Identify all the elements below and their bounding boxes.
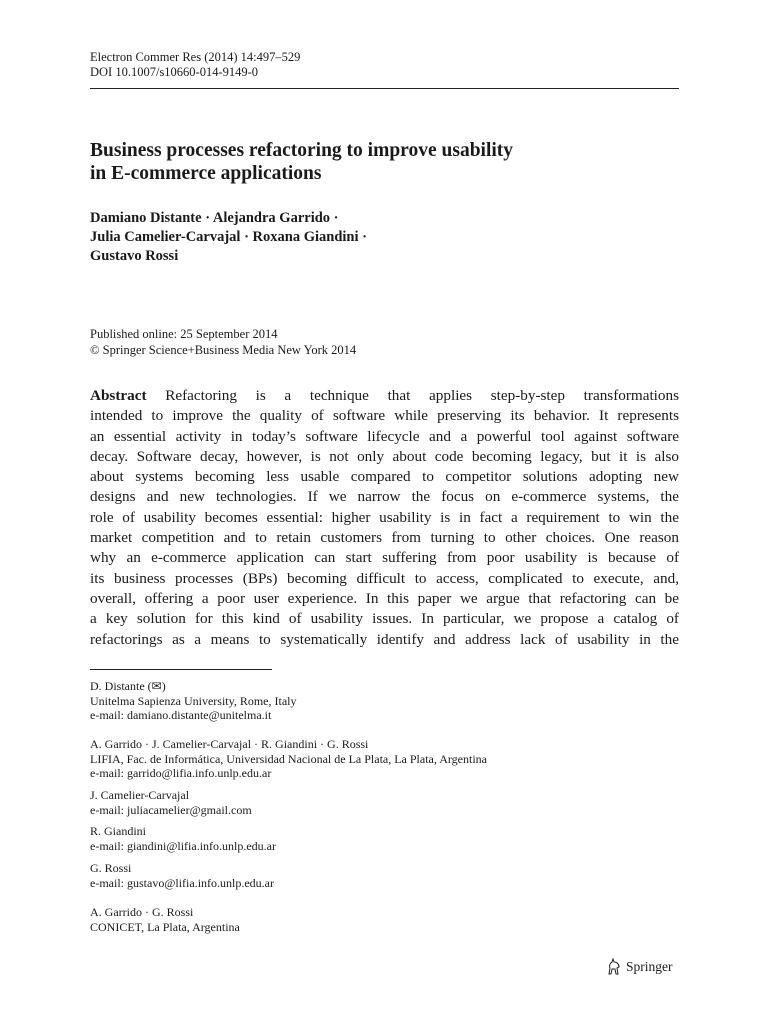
affiliation-org: LIFIA, Fac. de Informática, Universidad Nacional de La Plata, La Plata, Argentina (90, 751, 487, 766)
affiliation-email: e-mail: juliacamelier@gmail.com (90, 802, 252, 817)
doi: DOI 10.1007/s10660-014-9149-0 (90, 65, 259, 79)
abstract-line: intended to improve the quality of software while preserving its behavior. It represents (90, 407, 679, 425)
abstract-line: refactorings as a means to systematically identify and address lack of usability in the (90, 630, 679, 648)
affiliation-names: A. Garrido · G. Rossi (90, 905, 194, 919)
paper-title (90, 139, 679, 185)
author-list (90, 209, 679, 266)
affiliation-rossi (90, 861, 679, 890)
affiliation-email: e-mail: damiano.distante@unitelma.it (90, 708, 272, 722)
affiliation-name: J. Camelier-Carvajal (90, 788, 190, 802)
title-line-1: Business processes refactoring to improve usability (90, 140, 514, 161)
abstract-heading: Abstract (90, 387, 147, 404)
affiliation-email: e-mail: giandini@lifia.info.unlp.edu.ar (90, 838, 276, 853)
abstract-line: designs and new technologies. If we narrow the focus on e-commerce systems, the (90, 488, 679, 506)
abstract-line: overall, offering a poor user experience. In this paper we argue that refactoring can be (90, 589, 679, 607)
abstract-line: decay. Software decay, however, is not only about code becoming legacy, but it is also (90, 447, 679, 465)
publisher-logo (606, 957, 673, 977)
authors-line-3: Gustavo Rossi (90, 248, 179, 264)
affiliation-conicet (90, 905, 679, 934)
title-line-2: in E-commerce applications (90, 163, 322, 184)
affiliation-camelier (90, 788, 679, 817)
affiliation-distante (90, 679, 679, 723)
abstract-line: why an e-commerce application can start suffering from poor usability is because of (90, 549, 679, 567)
footnote-divider (90, 669, 272, 670)
abstract-line: its business processes (BPs) becoming difficult to access, complicated to execute, and, (90, 569, 679, 587)
affiliation-name: D. Distante (✉) (90, 679, 166, 693)
abstract-line: an essential activity in today’s software lifecycle and a powerful tool against software (90, 427, 679, 445)
abstract-line: about systems becoming less usable compared to competitor solutions adopting new (90, 468, 679, 486)
affiliation-lifia (90, 737, 679, 781)
authors-line-2: Julia Camelier-Carvajal · Roxana Giandini · (90, 229, 367, 245)
affiliation-org: CONICET, La Plata, Argentina (90, 919, 240, 934)
copyright: © Springer Science+Business Media New York 2014 (90, 343, 357, 357)
abstract-line: role of usability becomes essential: higher usability is in fact a requirement to win the (90, 508, 679, 526)
affiliation-names: A. Garrido · J. Camelier-Carvajal · R. Giandini · G. Rossi (90, 737, 369, 751)
publisher-name: Springer (626, 959, 673, 974)
affiliation-org: Unitelma Sapienza University, Rome, Italy (90, 693, 297, 708)
abstract-line (90, 386, 679, 406)
affiliation-email: e-mail: garrido@lifia.info.unlp.edu.ar (90, 766, 272, 780)
published-date: Published online: 25 September 2014 (90, 327, 278, 341)
journal-citation: Electron Commer Res (2014) 14:497–529 (90, 50, 301, 64)
abstract (90, 386, 679, 650)
affiliation-name: G. Rossi (90, 861, 132, 875)
abstract-line: a key solution for this kind of usability issues. In particular, we propose a catalog of (90, 610, 679, 628)
header-divider (90, 88, 679, 89)
journal-reference (90, 50, 300, 80)
authors-line-1: Damiano Distante · Alejandra Garrido · (90, 210, 339, 226)
affiliation-name: R. Giandini (90, 824, 146, 838)
springer-horse-icon (606, 958, 622, 976)
affiliation-email: e-mail: gustavo@lifia.info.unlp.edu.ar (90, 875, 275, 890)
abstract-line: market competition and to retain customers from turning to other choices. One reason (90, 529, 679, 547)
publication-info (90, 326, 356, 358)
abstract-text: Refactoring is a technique that applies step-by-step transformations (165, 387, 680, 404)
affiliation-giandini (90, 824, 679, 853)
